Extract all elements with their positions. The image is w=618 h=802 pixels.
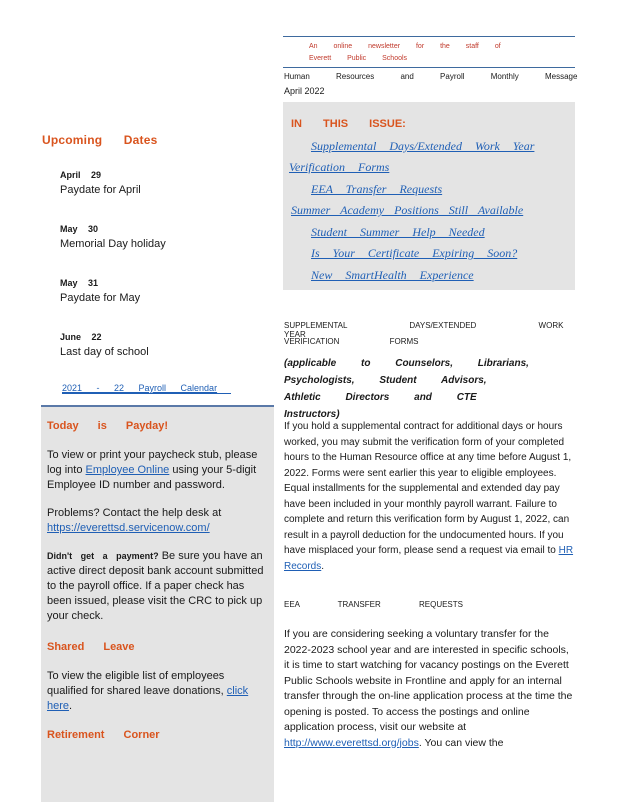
issue-link-certificate[interactable]: Is Your Certificate Expiring Soon?	[311, 246, 518, 260]
supplemental-heading-line2: VERIFICATION FORMS	[284, 337, 419, 346]
upcoming-dates-title: Upcoming Dates	[42, 133, 158, 147]
payday-sidebar-box	[41, 405, 274, 802]
issue-link-eea-transfer[interactable]: EEA Transfer Requests	[311, 182, 443, 196]
paystub-text-end: using your 5-digit Employee ID number and password.	[47, 464, 257, 491]
event-date: May 31	[60, 278, 99, 288]
paystub-text: To view or print your paycheck stub, please log into	[47, 449, 258, 476]
shared-leave-text: To view the eligible list of employees qualified for shared leave donations,	[47, 670, 227, 697]
supplemental-body	[284, 419, 576, 574]
help-desk-paragraph	[47, 506, 268, 536]
event-date: June 22	[60, 332, 102, 342]
payment-paragraph	[47, 549, 268, 624]
event-item	[60, 170, 141, 196]
shared-leave-heading: Shared Leave	[47, 641, 135, 653]
in-this-issue-box	[283, 102, 575, 290]
issue-link-smarthealth[interactable]: New SmartHealth Experience	[311, 268, 474, 282]
eea-body	[284, 627, 576, 751]
eea-text: If you are considering seeking a voluntary transfer for the 2022-2023 school year and are interested in specific schools, it is time to start watching for vacancy postings on the Everett Public Schools website in Frontline and apply for an internal transfer through the on-line application process at the time the opening is posted. To access the postings and online application process, visit our website at	[284, 628, 573, 733]
event-description: Memorial Day holiday	[60, 238, 166, 250]
shared-leave-end: .	[69, 700, 73, 712]
supplemental-subheading: (applicable to Counselors, Librarians, Psychologists, Student Advisors, Athletic Directors and CTE Instructors)	[284, 358, 529, 420]
event-item	[60, 224, 166, 250]
eea-end: . You can view the	[418, 736, 504, 749]
newsletter-date: April 2022	[284, 86, 325, 96]
event-description: Paydate for May	[60, 292, 141, 304]
payroll-calendar-link[interactable]: 2021 - 22 Payroll Calendar	[62, 383, 231, 394]
shared-leave-paragraph	[47, 669, 268, 714]
event-item	[60, 278, 140, 304]
event-date: May 30	[60, 224, 99, 234]
no-payment-lead: Didn't get a payment?	[47, 551, 159, 561]
event-description: Paydate for April	[60, 184, 141, 196]
event-item	[60, 332, 149, 358]
newsletter-banner	[283, 36, 575, 68]
newsletter-tagline: An online newsletter for the staff of Everett Public Schools	[309, 43, 501, 62]
in-this-issue-title: IN THIS ISSUE:	[291, 118, 406, 130]
employee-online-link[interactable]: Employee Online	[85, 464, 170, 476]
no-payment-text: Be sure you have an active direct deposit bank account submitted to the payroll office. If a paper check has been issued, please visit the CRC to pick up your check.	[47, 550, 264, 622]
retirement-corner-heading: Retirement Corner	[47, 729, 160, 741]
issue-link-student-help[interactable]: Student Summer Help Needed	[311, 225, 485, 239]
jobs-link[interactable]: http://www.everettsd.org/jobs	[284, 736, 419, 749]
supplemental-text: If you hold a supplemental contract for additional days or hours worked, you may submit the verification form of your completed hours to the Human Resource office at any time before August 1, 2022. Forms were sent earlier this year to eligible employees. Equal installments for the supplemental and extended day pay have been included in your monthly payroll warrant. Failure to complete and return this verification form by August 1, 2022, can result in a payroll deduction for the undocumented hours. If you have misplaced your form, please send a request via email to	[284, 421, 572, 556]
eea-heading: EEA TRANSFER REQUESTS	[284, 600, 463, 609]
issue-link-summer-academy[interactable]: Summer Academy Positions Still Available	[291, 203, 524, 217]
event-description: Last day of school	[60, 346, 149, 358]
click-here-link[interactable]: click here	[47, 685, 249, 712]
supplemental-end: .	[321, 560, 325, 572]
servicenow-link[interactable]: https://everettsd.servicenow.com/	[47, 522, 210, 534]
issue-link-verification[interactable]: Verification Forms	[289, 160, 390, 174]
hr-records-link[interactable]: HR Records	[284, 545, 574, 572]
paystub-paragraph	[47, 448, 268, 493]
supplemental-heading: SUPPLEMENTAL DAYS/EXTENDED WORK YEAR	[284, 321, 564, 339]
event-date: April 29	[60, 170, 102, 180]
issue-link-supplemental[interactable]: Supplemental Days/Extended Work Year	[311, 139, 535, 153]
payday-heading: Today is Payday!	[47, 420, 169, 432]
newsletter-department: Human Resources and Payroll Monthly Message	[284, 72, 578, 81]
help-desk-text: Problems? Contact the help desk at	[47, 507, 222, 519]
